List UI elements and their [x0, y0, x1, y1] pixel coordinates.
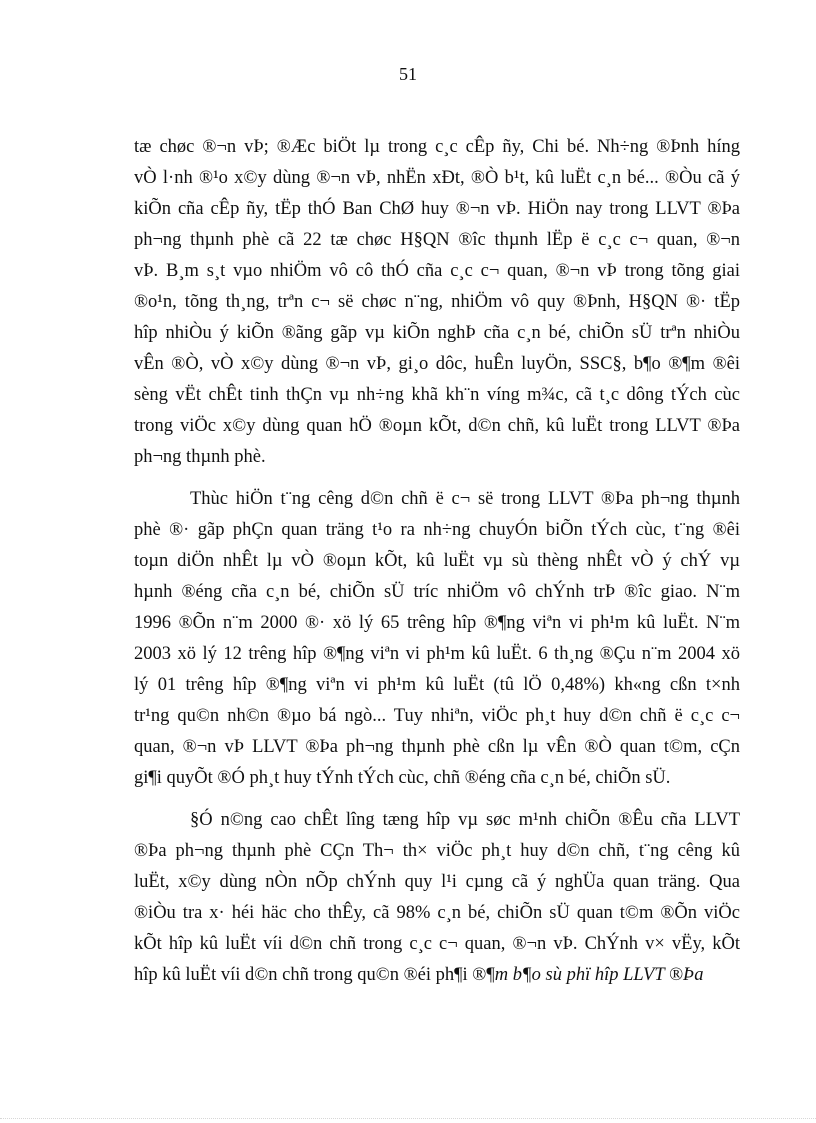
text-line: gi¶i quyÕt ®Ó ph¸t huy tÝnh tÝch cùc, chñ ®éng cña c¸n bé, chiÕn sÜ.	[134, 768, 671, 788]
paragraph-2	[134, 484, 740, 794]
text-line: ®Þa ph¬ng thµnh phè CÇn Th¬ th× viÖc ph¸t huy d©n chñ, t¨ng cêng kû	[134, 841, 740, 861]
page-bottom-divider	[0, 1118, 816, 1119]
text-line: vÞ. B¸m s¸t vµo nhiÖm vô cô thÓ cña c¸c c¬ quan, ®¬n vÞ trong tõng giai	[134, 261, 740, 281]
body-text	[134, 132, 740, 1002]
text-line: §Ó n©ng cao chÊt lîng tæng hîp vµ søc m¹nh chiÕn ®Êu cña LLVT	[190, 810, 740, 830]
italic-text-segment: m b¶o sù phï hîp LLVT ®Þa	[494, 965, 704, 985]
paragraph-3	[134, 805, 740, 991]
text-line-last	[134, 960, 740, 991]
text-line: kÕt hîp kû luËt víi d©n chñ trong c¸c c¬ quan, ®¬n vÞ. ChÝnh v× vËy, kÕt	[134, 934, 740, 954]
text-line: 1996 ®Õn n¨m 2000 ®· xö lý 65 trêng hîp ®¶ng viªn vi ph¹m kû luËt. N¨m	[134, 613, 740, 633]
text-line: vÒ l·nh ®¹o x©y dùng ®¬n vÞ, nhËn xÐt, ®Ò b¹t, kû luËt c¸n bé... ®Òu cã ý	[134, 168, 740, 188]
text-line: 2003 xö lý 12 trêng hîp ®¶ng viªn vi ph¹m kû luËt. 6 th¸ng ®Çu n¨m 2004 xö	[134, 644, 740, 664]
text-line: toµn diÖn nhÊt lµ vÒ ®oµn kÕt, kû luËt vµ sù thèng nhÊt vÒ ý chÝ vµ	[134, 551, 740, 571]
text-line: ph¬ng thµnh phè cã 22 tæ chøc H§QN ®îc thµnh lËp ë c¸c c¬ quan, ®¬n	[134, 230, 740, 250]
text-line: tæ chøc ®¬n vÞ; ®Æc biÖt lµ trong c¸c cÊp ñy, Chi bé. Nh÷ng ®Þnh híng	[134, 137, 740, 157]
text-line: quan, ®¬n vÞ LLVT ®Þa ph¬ng thµnh phè cßn lµ vÊn ®Ò quan t©m, cÇn	[134, 737, 740, 757]
text-line: lý 01 trêng hîp ®¶ng viªn vi ph¹m kû luËt (tû lÖ 0,48%) kh«ng cßn t×nh	[134, 675, 740, 695]
text-segment: hîp kû luËt víi d©n chñ trong qu©n ®éi ph¶i ®¶	[134, 965, 495, 985]
text-line: hµnh ®éng cña c¸n bé, chiÕn sÜ tríc nhiÖm vô chÝnh trÞ ®îc giao. N¨m	[134, 582, 740, 602]
text-line: trong viÖc x©y dùng quan hÖ ®oµn kÕt, d©n chñ, kû luËt trong LLVT ®Þa	[134, 416, 740, 436]
text-line: sèng vËt chÊt tinh thÇn vµ nh÷ng khã kh¨n víng m¾c, cã t¸c dông tÝch cùc	[134, 385, 740, 405]
text-line: kiÕn cña cÊp ñy, tËp thÓ Ban ChØ huy ®¬n vÞ. HiÖn nay trong LLVT ®Þa	[134, 199, 740, 219]
text-line: Thùc hiÖn t¨ng cêng d©n chñ ë c¬ së trong LLVT ®Þa ph¬ng thµnh	[190, 489, 740, 509]
page-number: 51	[399, 64, 417, 84]
text-line: phè ®· gãp phÇn quan träng t¹o ra nh÷ng chuyÓn biÕn tÝch cùc, t¨ng ®êi	[134, 520, 740, 540]
text-line: tr¹ng qu©n nh©n ®µo bá ngò... Tuy nhiªn, viÖc ph¸t huy d©n chñ ë c¸c c¬	[134, 706, 740, 726]
text-line: luËt, x©y dùng nÒn nÕp chÝnh quy l¹i cµng cã ý nghÜa quan träng. Qua	[134, 872, 740, 892]
paragraph-1	[134, 132, 740, 473]
text-line: hîp nhiÒu ý kiÕn ®ãng gãp vµ kiÕn nghÞ cña c¸n bé, chiÕn sÜ trªn nhiÒu	[134, 323, 740, 343]
text-line: ®iÒu tra x· héi häc cho thÊy, cã 98% c¸n bé, chiÕn sÜ quan t©m ®Õn viÖc	[134, 903, 740, 923]
text-line: ph¬ng thµnh phè.	[134, 447, 266, 467]
text-line: ®o¹n, tõng th¸ng, trªn c¬ së chøc n¨ng, nhiÖm vô quy ®Þnh, H§QN ®· tËp	[134, 292, 740, 312]
text-line: vÊn ®Ò, vÒ x©y dùng ®¬n vÞ, gi¸o dôc, huÊn luyÖn, SSC§, b¶o ®¶m ®êi	[134, 354, 740, 374]
